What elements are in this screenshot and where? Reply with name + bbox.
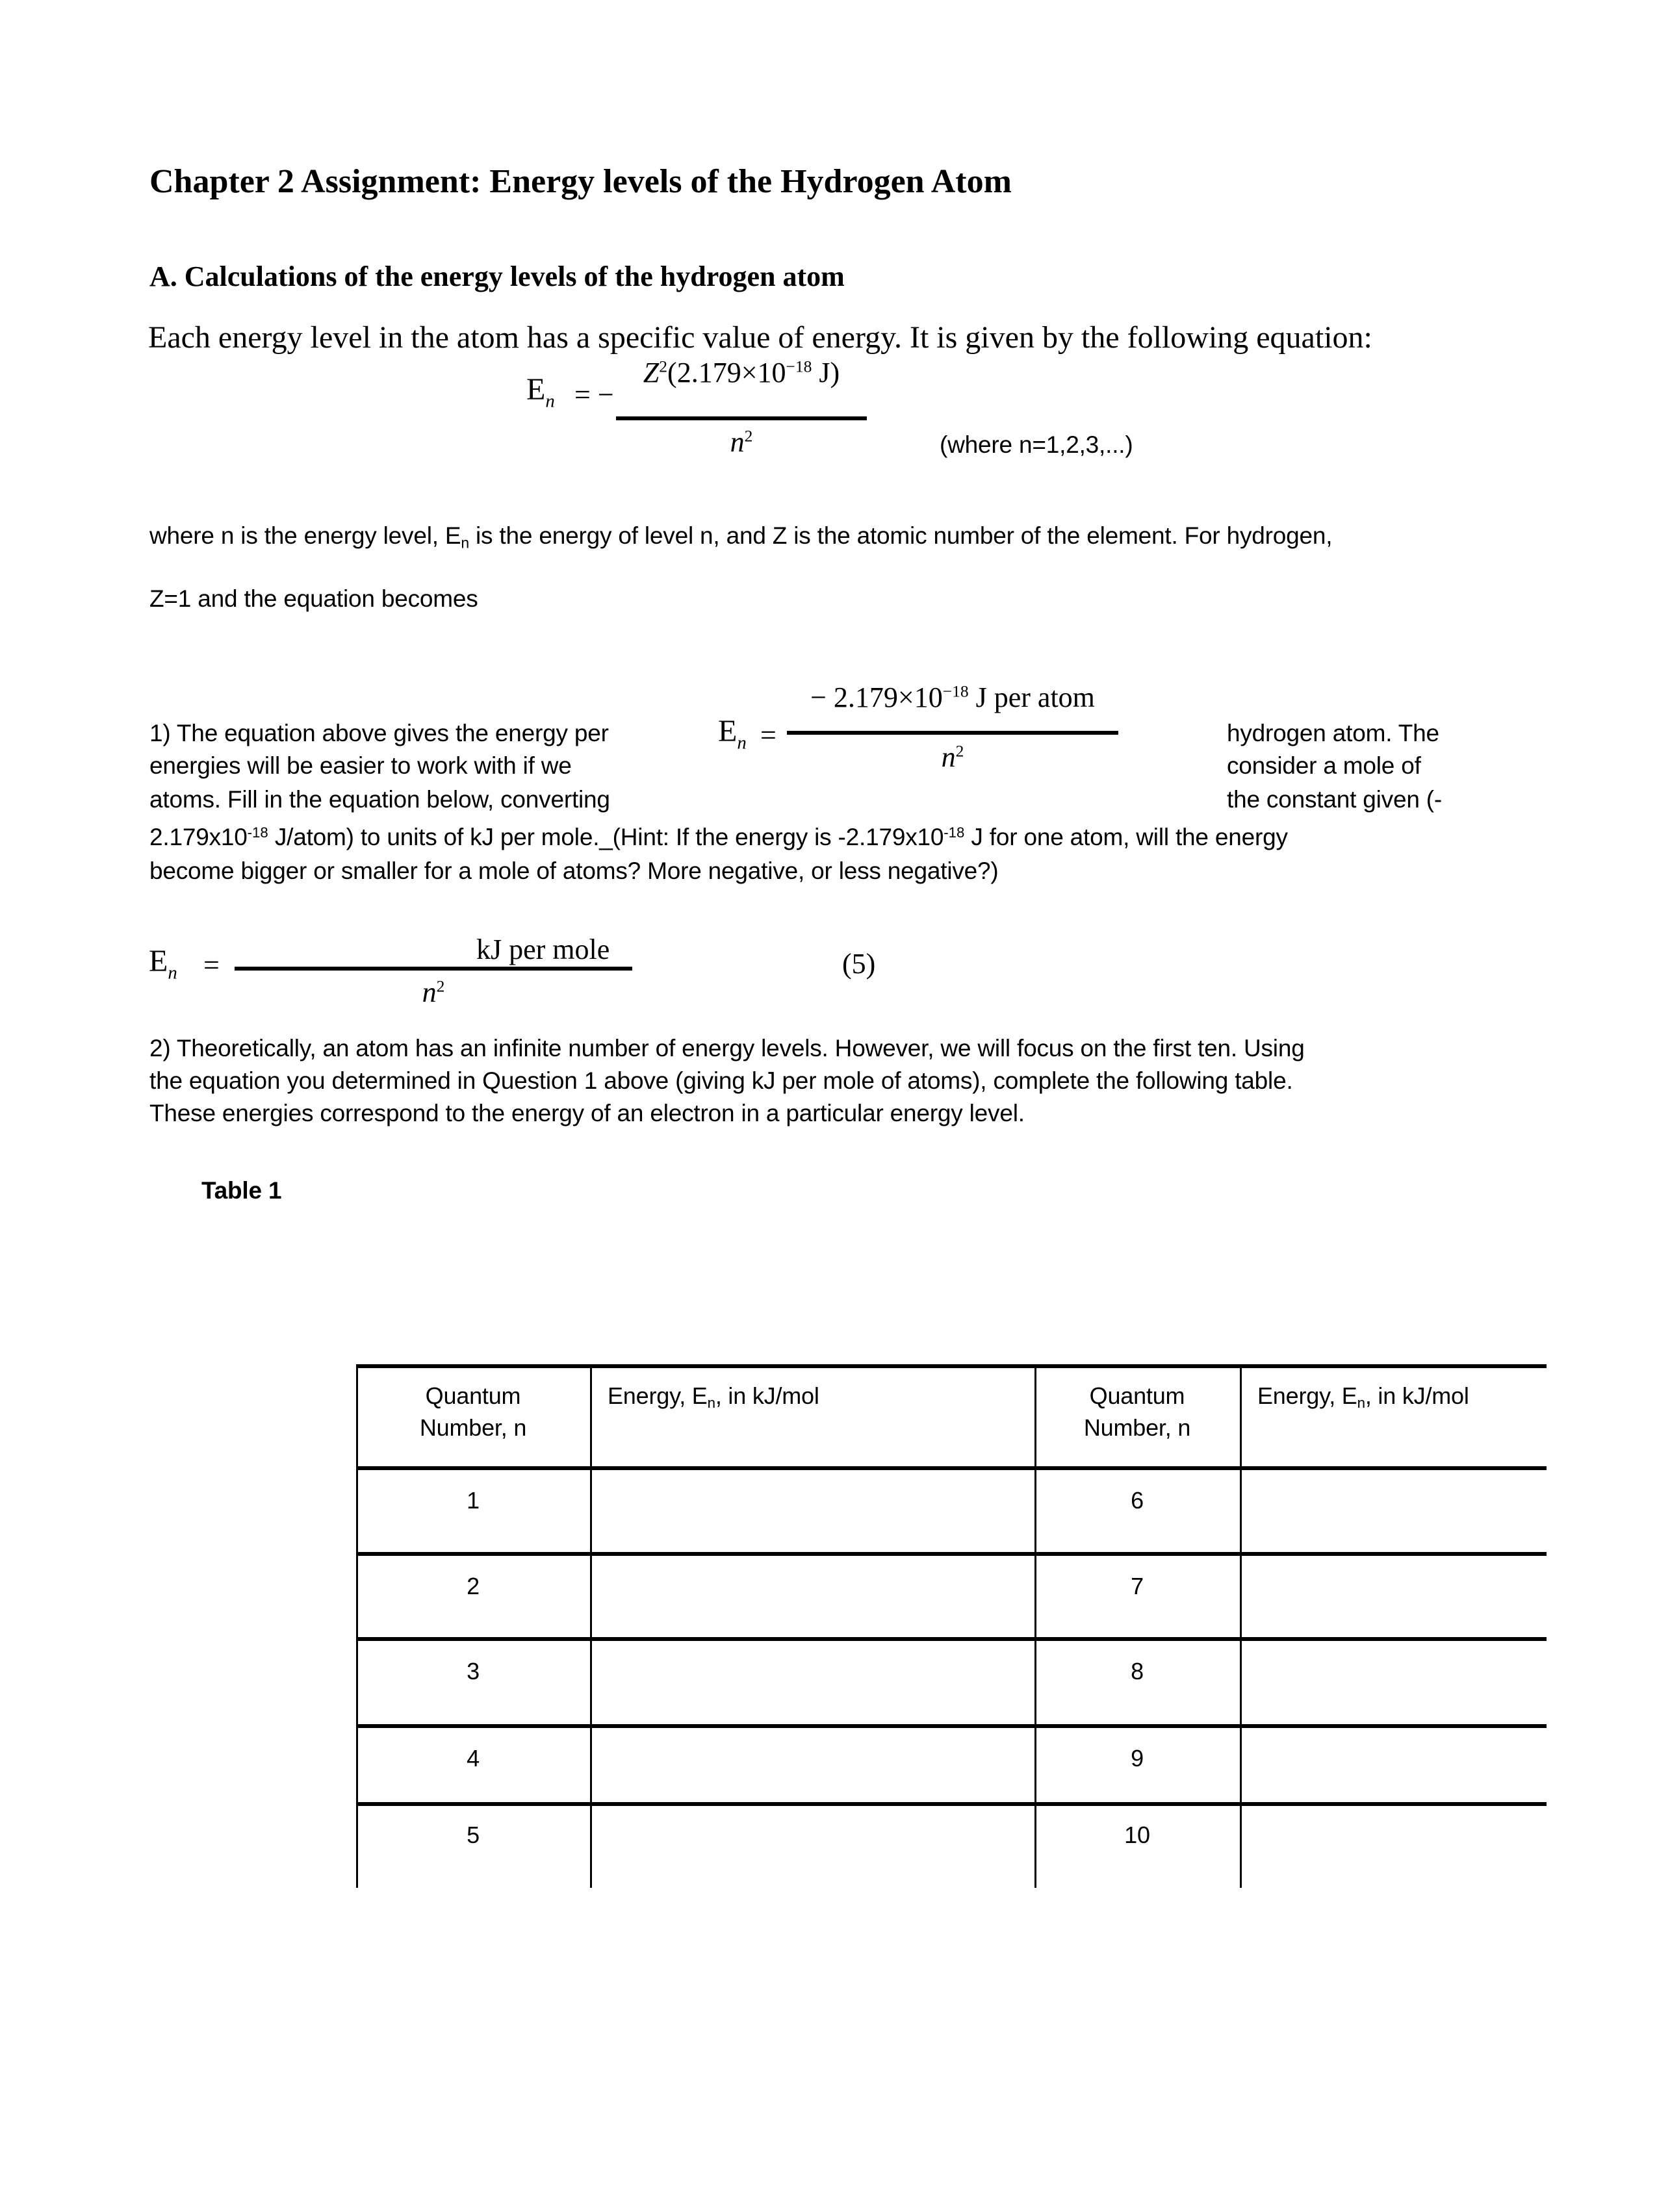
equation-1-symbol — [526, 372, 555, 413]
equation-q1-E: E — [718, 714, 738, 748]
cell-quantum-n-3: 3 — [467, 1658, 480, 1684]
header-quantum-number-right: Quantum Number, n — [1083, 1382, 1191, 1441]
equation-5-den-sup: 2 — [436, 976, 445, 996]
cell-quantum-n-1: 1 — [467, 1487, 480, 1514]
question1-line3-left: atoms. Fill in the equation below, converting — [149, 786, 610, 813]
equation-5-number-label: (5) — [842, 948, 876, 980]
equation-q1-num-sup: −18 — [942, 681, 969, 701]
paragraph-where-line-1 — [149, 522, 1332, 552]
equation-q1-equals: = — [760, 719, 777, 751]
equation-q1-num-pre: − 2.179×10 — [810, 681, 943, 713]
header-energy-right-post: , in kJ/mol — [1365, 1382, 1469, 1409]
equation-1-num-mid: (2.179×10 — [667, 357, 786, 388]
cell-quantum-n-6: 6 — [1131, 1487, 1144, 1514]
equation-q1-numerator — [787, 681, 1118, 714]
equation-1-E-sub: n — [545, 390, 555, 412]
table-vline-col2 — [1034, 1364, 1036, 1888]
equation-1-fraction-bar — [616, 416, 867, 420]
equation-q1-den-sup: 2 — [955, 741, 964, 761]
header-energy-right-pre: Energy, E — [1257, 1382, 1357, 1409]
cell-quantum-n-8: 8 — [1131, 1658, 1144, 1684]
header-energy-left-post: , in kJ/mol — [715, 1382, 819, 1409]
header-energy-left-pre: Energy, E — [608, 1382, 708, 1409]
table-vline-left — [356, 1364, 358, 1888]
answer-cell-energy-n-4 — [592, 1728, 1034, 1802]
equation-5-E-sub: n — [168, 962, 177, 984]
answer-cell-energy-n-9 — [1242, 1728, 1545, 1802]
equation-5-E: E — [149, 944, 168, 978]
equation-1-where-note: (where n=1,2,3,...) — [940, 431, 1133, 458]
answer-cell-energy-n-6 — [1242, 1470, 1545, 1552]
question1-line1-right: hydrogen atom. The — [1227, 720, 1439, 746]
paragraph-where-line-1-pre: where n is the energy level, E — [149, 522, 461, 549]
equation-1-num-post: J) — [812, 357, 840, 388]
equation-5-numerator-blank — [237, 929, 471, 965]
table-caption: Table 1 — [201, 1177, 282, 1204]
answer-cell-energy-n-7 — [1242, 1556, 1545, 1637]
question1-line2-right: consider a mole of — [1227, 752, 1421, 779]
equation-q1-symbol — [718, 713, 747, 754]
cell-quantum-n-9: 9 — [1131, 1745, 1144, 1772]
equation-1-den-n: n — [730, 426, 745, 458]
question1-line2-left: energies will be easier to work with if we — [149, 752, 572, 779]
equation-1-E: E — [526, 372, 546, 407]
equation-1-num-sup2: −18 — [786, 357, 812, 376]
cell-quantum-n-5: 5 — [467, 1822, 480, 1848]
cell-quantum-n-2: 2 — [467, 1573, 480, 1599]
paragraph-where-line-1-post: is the energy of level n, and Z is the atomic number of the element. For hydrogen, — [469, 522, 1333, 549]
equation-5-equals: = — [203, 949, 220, 981]
question1-line4-sup2: -18 — [944, 824, 965, 841]
equation-5-symbol — [149, 943, 177, 984]
cell-quantum-n-10: 10 — [1124, 1822, 1150, 1848]
header-energy-left-sub: n — [707, 1395, 715, 1412]
question1-line4-sup1: -18 — [247, 824, 268, 841]
equation-5-den-n: n — [422, 976, 437, 1008]
section-a-heading: A. Calculations of the energy levels of the hydrogen atom — [149, 261, 845, 292]
cell-quantum-n-7: 7 — [1131, 1573, 1144, 1599]
equation-1-numerator — [616, 356, 867, 389]
equation-q1-denominator — [787, 741, 1118, 774]
question1-line1-left: 1) The equation above gives the energy per — [149, 720, 609, 746]
question1-line4 — [149, 824, 1288, 851]
equation-1-num-sup1: 2 — [659, 357, 668, 376]
equation-q1-den-n: n — [941, 741, 956, 773]
assignment-title: Chapter 2 Assignment: Energy levels of the Hydrogen Atom — [149, 163, 1012, 200]
equation-5-fraction-bar — [235, 967, 632, 971]
question1-line5: become bigger or smaller for a mole of atoms? More negative, or less negative?) — [149, 858, 999, 884]
question2-line3: These energies correspond to the energy of an electron in a particular energy level. — [149, 1100, 1025, 1126]
equation-1-num-Z: Z — [643, 357, 660, 388]
header-energy-right — [1257, 1380, 1469, 1419]
table-border-top — [356, 1364, 1547, 1368]
equation-1-denominator — [616, 426, 867, 459]
answer-cell-energy-n-2 — [592, 1556, 1034, 1637]
question2-line1: 2) Theoretically, an atom has an infinite number of energy levels. However, we will focus on the first ten. Using — [149, 1035, 1305, 1062]
answer-cell-energy-n-3 — [592, 1641, 1034, 1724]
cell-quantum-n-4: 4 — [467, 1745, 480, 1772]
question1-line4-post: J for one atom, will the energy — [964, 824, 1288, 850]
equation-1-den-sup: 2 — [744, 426, 753, 446]
question2-line2: the equation you determined in Question 1 above (giving kJ per mole of atoms), complete the following table. — [149, 1067, 1293, 1094]
equation-q1-E-sub: n — [737, 732, 747, 754]
answer-cell-energy-n-5 — [592, 1806, 1034, 1888]
equation-1-equals-minus: = − — [574, 379, 614, 411]
paragraph-where-line-1-sub: n — [461, 534, 469, 552]
equation-q1-num-post: J per atom — [968, 681, 1095, 713]
header-energy-right-sub: n — [1357, 1395, 1365, 1412]
header-energy-left — [608, 1380, 819, 1419]
equation-q1-fraction-bar — [787, 731, 1118, 735]
answer-cell-energy-n-1 — [592, 1470, 1034, 1552]
answer-cell-energy-n-8 — [1242, 1641, 1545, 1724]
answer-cell-energy-n-10 — [1242, 1806, 1545, 1888]
question1-line4-pre: 2.179x10 — [149, 824, 248, 850]
equation-5-numerator: kJ per mole — [476, 934, 610, 965]
paragraph-where-line-2: Z=1 and the equation becomes — [149, 585, 478, 612]
question1-line4-mid: J/atom) to units of kJ per mole._(Hint: If the energy is -2.179x10 — [268, 824, 944, 850]
header-quantum-number-left: Quantum Number, n — [419, 1382, 527, 1441]
equation-5-denominator — [235, 976, 632, 1009]
intro-paragraph: Each energy level in the atom has a specific value of energy. It is given by the following equation: — [148, 320, 1372, 355]
question1-line3-right: the constant given (- — [1227, 786, 1443, 813]
